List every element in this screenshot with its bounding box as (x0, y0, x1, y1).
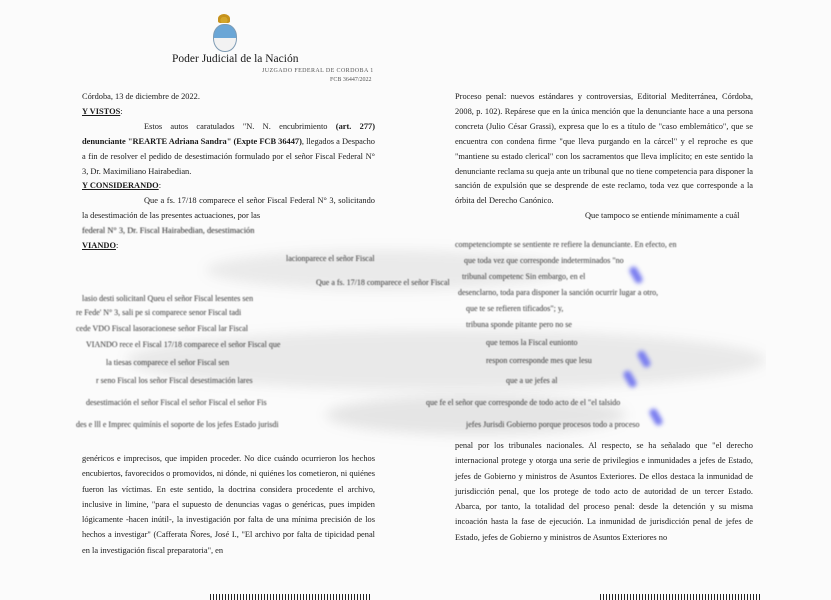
garbled-line: la tiesas comparece el señor Fiscal sen (106, 358, 230, 367)
right-paragraph-2: Que tampoco se entiende mínimamente a cuál (585, 211, 740, 221)
garbled-overlap-region (66, 220, 766, 452)
lower-right-paragraph: penal por los tribunales nacionales. Al respecto, se ha señalado que "el derecho internacional protege y otorga una serie de privilegios e inmunidades a jefes de Estado, jefes de Gobierno y ministros de Asuntos Exteriores. De ellos destaca la inmunidad de jurisdicción penal, que los protege de todo acto de autoridad de un tercer Estado. Abarca, por tanto, la totalidad del proceso penal: desde la detención y su misma incoación hasta la fase de ejecución. La inmunidad de jurisdicción penal de jefes de Estado, jefes de Gobierno y ministros de Asuntos Exteriores no (455, 441, 753, 542)
garbled-line: tribunal competenc Sin embargo, en el (462, 272, 586, 281)
garbled-line: des e lll e Imprec quimínis el soporte de los jefes Estado jurisdi (76, 420, 279, 429)
garbled-line: que toda vez que corresponde indeterminados "no (464, 256, 624, 265)
vistos-paragraph: Estos autos caratulados "N. N. encubrimiento (art. 277) denunciante "REARTE Adriana Sandra" (Expte FCB 36447), llegados a Despacho a fin de resolver el pedido de desestimación formulado por el señor Fiscal Federal N° 3, Dr. Maximiliano Hairabedian. (82, 121, 375, 176)
garbled-line: Que a fs. 17/18 comparece el señor Fiscal (316, 278, 450, 287)
garbled-line: tribuna sponde pitante pero no se (466, 320, 572, 329)
considerando-paragraph: Que a fs. 17/18 comparece el señor Fiscal Federal N° 3, solicitando la desestimación de las presentes actuaciones, por las (82, 196, 375, 221)
garbled-line: lasio desti solicitanl Queu el señor Fiscal lesentes sen (82, 294, 254, 303)
right-paragraph-1: Proceso penal: nuevos estándares y controversias, Editorial Mediterránea, Córdoba, 2008, p. 102). Repárese que en la única mención que la denunciante hace a una persona concreta (Julio César Grassi), expresa que lo es a título de "caso emblemático", que se encuentra con condena firme "que lleva purgando en la cárcel" y el reproche es que "mantiene su estado clerical" con los sacramentos que lleva implícito; en este sentido la denunciante reclama su queja ante un tribunal que no tiene competencia para disponer la sanción de expulsión que se desprende de este reclamo, toda vez que corresponde a la órbita del Derecho Canónico. (455, 92, 753, 206)
garbled-line: re Fede' N° 3, sali pe si comparece senor Fiscal tadi (76, 308, 242, 317)
blue-mark (628, 265, 644, 285)
garbled-line: cede VDO Fiscal lasoracionese señor Fiscal lar Fiscal (76, 324, 249, 333)
court-name: JUZGADO FEDERAL DE CORDOBA 1 (262, 68, 374, 74)
garbled-line: respon corresponde mes que lesu (486, 356, 592, 365)
date-line: Córdoba, 13 de diciembre de 2022. (82, 92, 200, 101)
right-column (455, 90, 753, 224)
viando-heading: VIANDO (82, 241, 116, 251)
garbled-line: desestimación el señor Fiscal el señor Fiscal el señor Fis (86, 398, 267, 407)
institution-name: Poder Judicial de la Nación (172, 53, 299, 65)
left-column: Córdoba, 13 de diciembre de 2022. Y VISTOS: Estos autos caratulados "N. N. encubrimiento (art. 277) denunciante "REARTE Adriana Sandra" (Expte FCB 36447), llegados a Despacho a fin de resolver el pedido de desestimación formulado por el señor Fiscal Federal N° 3, Dr. Maximiliano Hairabedian. Y CONSIDERANDO: Que a fs. 17/18 comparece el señor Fiscal Federal N° 3, solicitando la desestimación de las presentes actuaciones, por las federal N° 3, Dr. Fiscal Hairabedian, desestimación VIANDO: (82, 92, 375, 251)
garbled-line: jefes Jurisdi Gobierno porque procesos todo a proceso (466, 420, 640, 429)
case-reference: FCB 36447/2022 (330, 77, 372, 83)
garbled-line: que fe el señor que corresponde de todo acto de el "el talsido (426, 398, 621, 407)
barcode-strip (210, 594, 370, 600)
garbled-line: lacionparece el señor Fiscal (286, 254, 375, 263)
garbled-line: que a ue jefes al (506, 376, 558, 385)
partial-line: federal N° 3, Dr. Fiscal Hairabedian, desestimación (82, 226, 255, 236)
blue-mark (648, 407, 664, 427)
garbled-line: desenclarno, toda para disponer la sanción ocurrir lugar a otro, (458, 288, 659, 297)
garbled-line: que temos la Fiscal eunionto (486, 338, 578, 347)
argentina-coat-of-arms-icon (213, 14, 235, 50)
garbled-line: competenciompte se sentiente re refiere la denunciante. En efecto, en (455, 240, 677, 249)
barcode-strip (600, 594, 760, 600)
vistos-heading: Y VISTOS (82, 106, 121, 116)
garbled-line: que te se refieren tificados"; y, (466, 304, 564, 313)
garbled-line: r seno Fiscal los señor Fiscal desestimación lares (96, 376, 253, 385)
garbled-line: VIANDO rece el Fiscal 17/18 comparece el señor Fiscal que (86, 340, 281, 349)
lower-left-paragraph: genéricos e imprecisos, que impiden proceder. No dice cuándo ocurrieron los hechos encubiertos, favorecidos o promovidos, ni dónde, ni quiénes los cometieron, ni quiénes fueron las víctimas. En este sentido, la doctrina considera procedente el archivo, inclusive in limine, "para el supuesto de denuncias vagas o genéricas, pues impiden lógicamente -hacen inútil-, la investigación por falta de una mínima precisión de los hechos a investigar" (Cafferata Ñores, José I., "El archivo por falta de tipicidad penal en la investigación fiscal preparatoria", en (82, 454, 375, 555)
considerando-heading: Y CONSIDERANDO (82, 181, 159, 191)
